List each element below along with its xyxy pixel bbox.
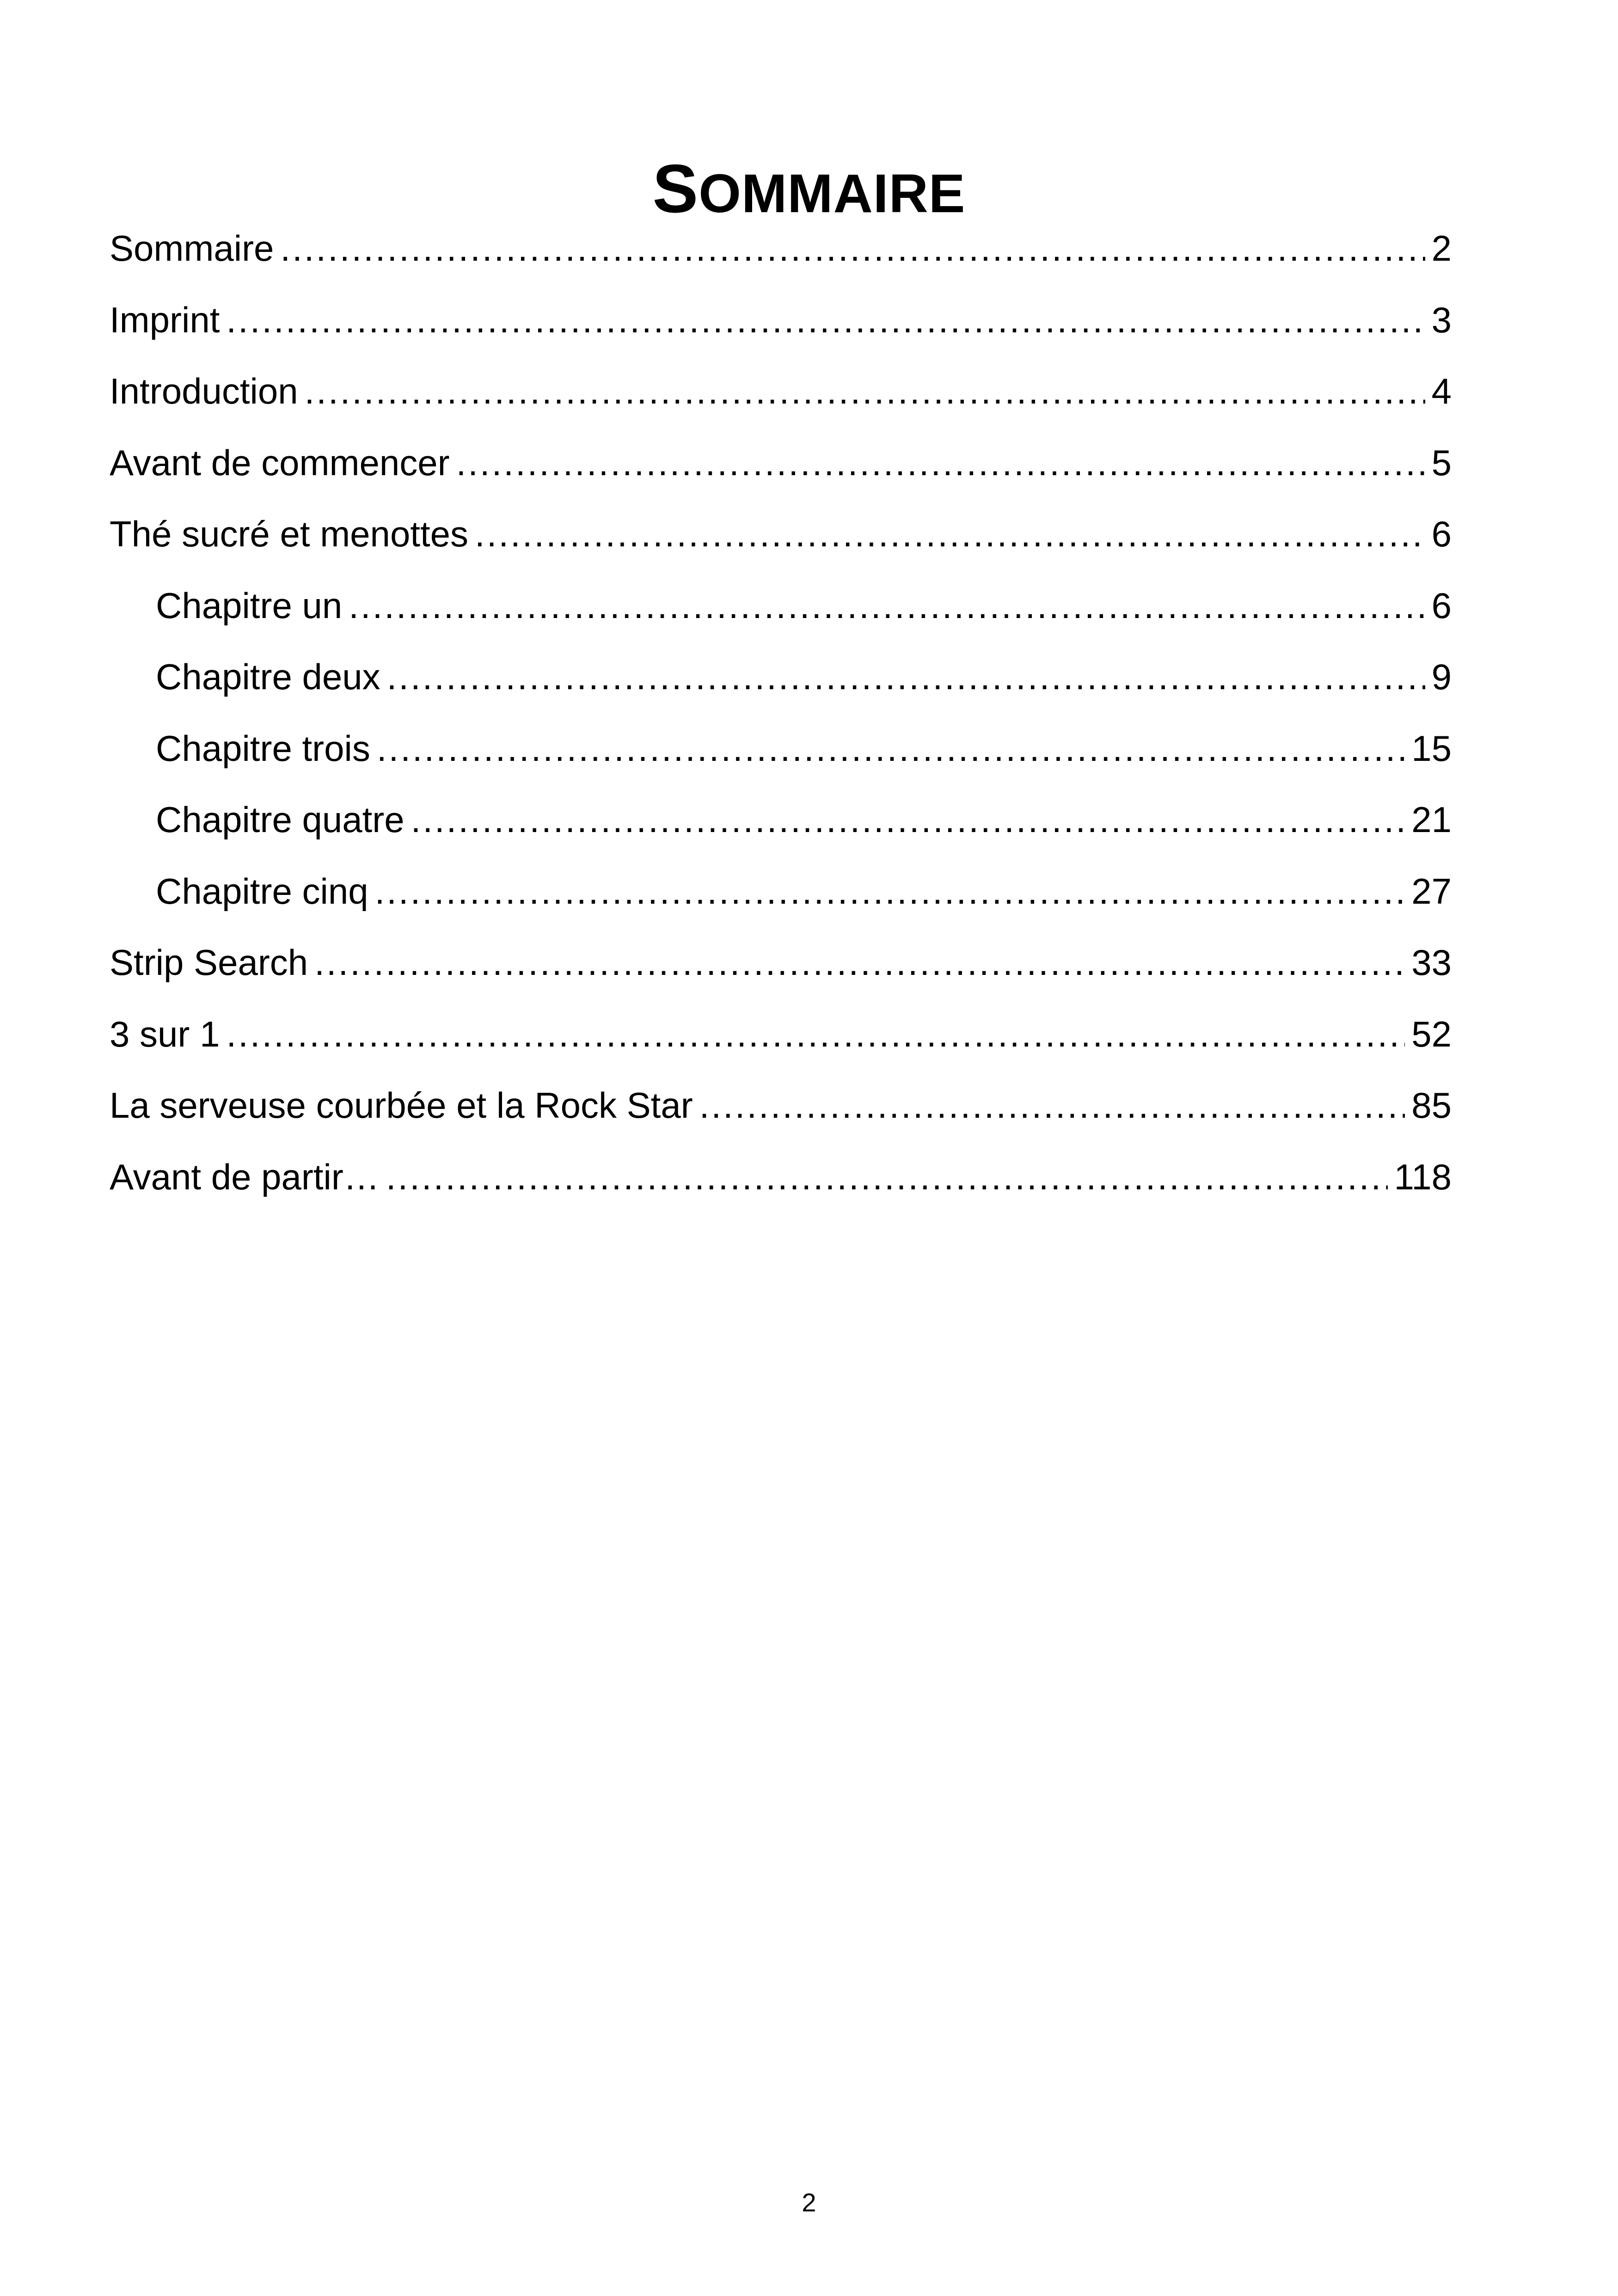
toc-entry-chapitre-cinq[interactable] xyxy=(110,856,1452,927)
toc-entry-la-serveuse-courbee[interactable] xyxy=(110,1070,1452,1141)
toc-leader-dots xyxy=(377,713,1405,784)
toc-entry-label: Chapitre cinq xyxy=(156,870,368,912)
toc-entry-chapitre-deux[interactable] xyxy=(110,641,1452,713)
toc-leader-dots xyxy=(314,927,1405,998)
toc-leader-dots xyxy=(387,641,1425,713)
toc-entry-label: La serveuse courbée et la Rock Star xyxy=(110,1085,693,1126)
toc-leader-dots xyxy=(226,284,1425,356)
toc-entry-page: 52 xyxy=(1411,1013,1452,1054)
toc-leader-dots xyxy=(305,355,1425,427)
toc-entry-label: Chapitre deux xyxy=(156,656,380,697)
toc-leader-dots xyxy=(280,213,1425,284)
toc-entry-chapitre-trois[interactable] xyxy=(110,713,1452,784)
toc-entry-page: 3 xyxy=(1431,299,1452,340)
toc-leader-dots xyxy=(475,498,1425,570)
toc-leader-dots xyxy=(375,856,1405,927)
toc-entry-sommaire[interactable] xyxy=(110,213,1452,284)
toc-entry-label: Sommaire xyxy=(110,228,274,269)
toc-entry-label: Avant de commencer xyxy=(110,442,450,483)
toc-leader-dots xyxy=(226,998,1405,1070)
toc-entry-label: Strip Search xyxy=(110,942,308,983)
toc-entry-label: Chapitre trois xyxy=(156,728,370,769)
toc-leader-dots xyxy=(699,1070,1405,1141)
table-of-contents xyxy=(110,213,1452,1212)
toc-entry-label: Chapitre un xyxy=(156,585,343,626)
toc-entry-chapitre-quatre[interactable] xyxy=(110,784,1452,856)
toc-entry-page: 9 xyxy=(1431,656,1452,697)
toc-entry-page: 4 xyxy=(1431,371,1452,411)
page-title-initial: S xyxy=(652,151,699,227)
toc-entry-page: 5 xyxy=(1431,442,1452,483)
toc-entry-the-sucre-et-menottes[interactable] xyxy=(110,498,1452,570)
toc-entry-strip-search[interactable] xyxy=(110,927,1452,998)
toc-entry-introduction[interactable] xyxy=(110,355,1452,427)
toc-entry-page: 2 xyxy=(1431,228,1452,269)
toc-leader-dots xyxy=(386,1141,1388,1213)
toc-entry-label: 3 sur 1 xyxy=(110,1013,220,1054)
toc-leader-dots xyxy=(349,570,1425,642)
toc-entry-3-sur-1[interactable] xyxy=(110,998,1452,1070)
toc-entry-label: Thé sucré et menottes xyxy=(110,514,469,554)
page-number: 2 xyxy=(802,2188,816,2217)
toc-entry-page: 85 xyxy=(1411,1085,1452,1126)
toc-entry-page: 27 xyxy=(1411,870,1452,912)
toc-entry-label: Imprint xyxy=(110,299,220,340)
page-title-rest: OMMAIRE xyxy=(699,163,966,225)
toc-entry-page: 118 xyxy=(1394,1156,1452,1197)
toc-leader-dots xyxy=(456,427,1425,499)
toc-entry-label: Avant de partir… xyxy=(110,1156,380,1197)
toc-leader-dots xyxy=(411,784,1405,856)
toc-entry-imprint[interactable] xyxy=(110,284,1452,356)
toc-entry-page: 33 xyxy=(1411,942,1452,983)
toc-entry-page: 6 xyxy=(1431,585,1452,626)
toc-entry-label: Introduction xyxy=(110,371,298,411)
toc-entry-page: 6 xyxy=(1431,514,1452,554)
toc-entry-label: Chapitre quatre xyxy=(156,799,404,840)
toc-entry-page: 21 xyxy=(1411,799,1452,840)
toc-entry-chapitre-un[interactable] xyxy=(110,570,1452,642)
toc-entry-page: 15 xyxy=(1411,728,1452,769)
toc-entry-avant-de-partir[interactable] xyxy=(110,1141,1452,1213)
toc-entry-avant-de-commencer[interactable] xyxy=(110,427,1452,499)
